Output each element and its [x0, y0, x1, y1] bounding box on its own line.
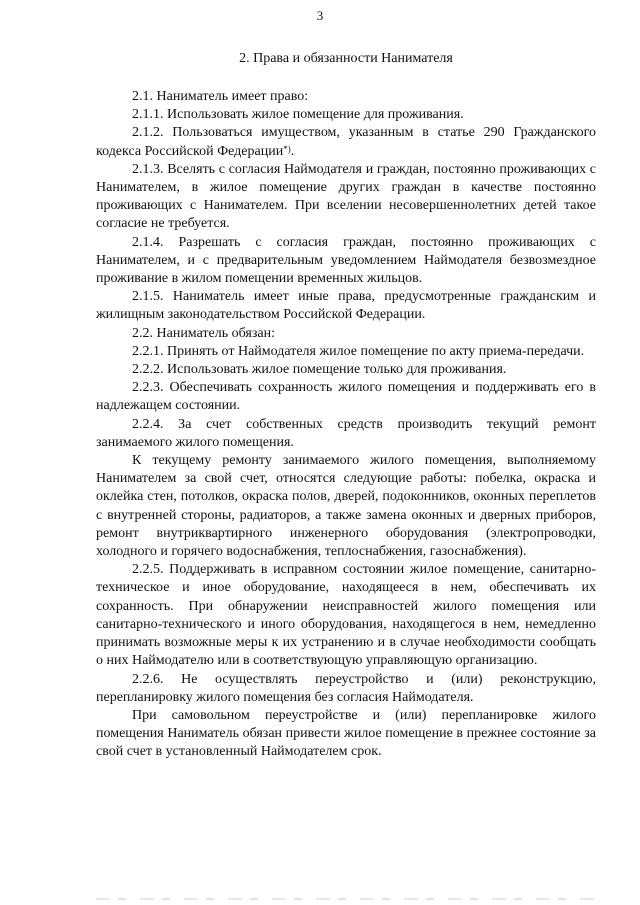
section-title: 2. Права и обязанности Нанимателя — [239, 51, 453, 66]
scan-edge-artifact — [96, 898, 596, 900]
paragraph-2-1-2-text: 2.1.2. Пользоваться имуществом, указанным в статье 290 Гражданского кодекса Российской Федерации — [96, 125, 596, 159]
paragraph-2-2-6: 2.2.6. Не осуществлять переустройство и (или) реконструкцию, перепланировку жилого помещения без согласия Наймодателя. — [96, 671, 596, 705]
paragraph-2-1-5: 2.1.5. Наниматель имеет иные права, предусмотренные гражданским и жилищным законодательством Российской Федерации. — [96, 289, 596, 323]
page-number: 3 — [316, 8, 324, 23]
paragraph-current-repair: К текущему ремонту занимаемого жилого помещения, выполняемому Нанимателем за свой счет, относятся следующие работы: побелка, окраска и оклейка стен, потолков, окраска полов, дверей, подоконников, оконных переплетов с внутренней стороны, радиаторов, а также замена оконных и дверных приборов, ремонт внутриквартирного инженерного оборудования (электропроводки, холодного и горячего водоснабжения, теплоснабжения, газоснабжения). — [96, 453, 596, 560]
paragraph-2-1-2-tail: . — [290, 143, 295, 159]
body-text — [96, 88, 596, 762]
paragraph-2-1-4: 2.1.4. Разрешать с согласия граждан, постоянно проживающих с Нанимателем, и с предварительным уведомлением Наймодателя безвозмездное проживание в жилом помещении временных жильцов. — [96, 234, 596, 287]
paragraph-2-1-2 — [96, 124, 596, 160]
paragraph-2-2-3: 2.2.3. Обеспечивать сохранность жилого помещения и поддерживать его в надлежащем состоянии. — [96, 380, 596, 414]
paragraph-2-1-1: 2.1.1. Использовать жилое помещение для проживания. — [132, 107, 464, 123]
paragraph-2-2-4: 2.2.4. За счет собственных средств производить текущий ремонт занимаемого жилого помещения. — [96, 416, 596, 450]
paragraph-unauthorized-rebuild: При самовольном переустройстве и (или) перепланировке жилого помещения Наниматель обязан привести жилое помещение в прежнее состояние за свой счет в установленный Наймодателем срок. — [96, 707, 596, 760]
paragraph-2-2: 2.2. Наниматель обязан: — [132, 325, 275, 341]
paragraph-2-2-5: 2.2.5. Поддерживать в исправном состоянии жилое помещение, санитарно-техническое и иное оборудование, находящееся в нем, обеспечивать их сохранность. При обнаружении неисправностей жилого помещения или санитарно-технического и иного оборудования, находящегося в нем, немедленно принимать возможные меры к их устранению и в случае необходимости сообщать о них Наймодателю или в соответствующую управляющую организацию. — [96, 562, 596, 669]
footnote-marker: *) — [283, 143, 291, 154]
paragraph-2-1: 2.1. Наниматель имеет право: — [132, 89, 309, 104]
paragraph-2-2-1: 2.2.1. Принять от Наймодателя жилое помещение по акту приема-передачи. — [132, 343, 585, 359]
paragraph-2-2-2: 2.2.2. Использовать жилое помещение только для проживания. — [132, 362, 507, 378]
paragraph-2-1-3: 2.1.3. Вселять с согласия Наймодателя и граждан, постоянно проживающих с Нанимателем, в жилое помещение других граждан в качестве постоянно проживающих с Нанимателем. При вселении несовершеннолетних детей такое согласие не требуется. — [96, 161, 596, 232]
